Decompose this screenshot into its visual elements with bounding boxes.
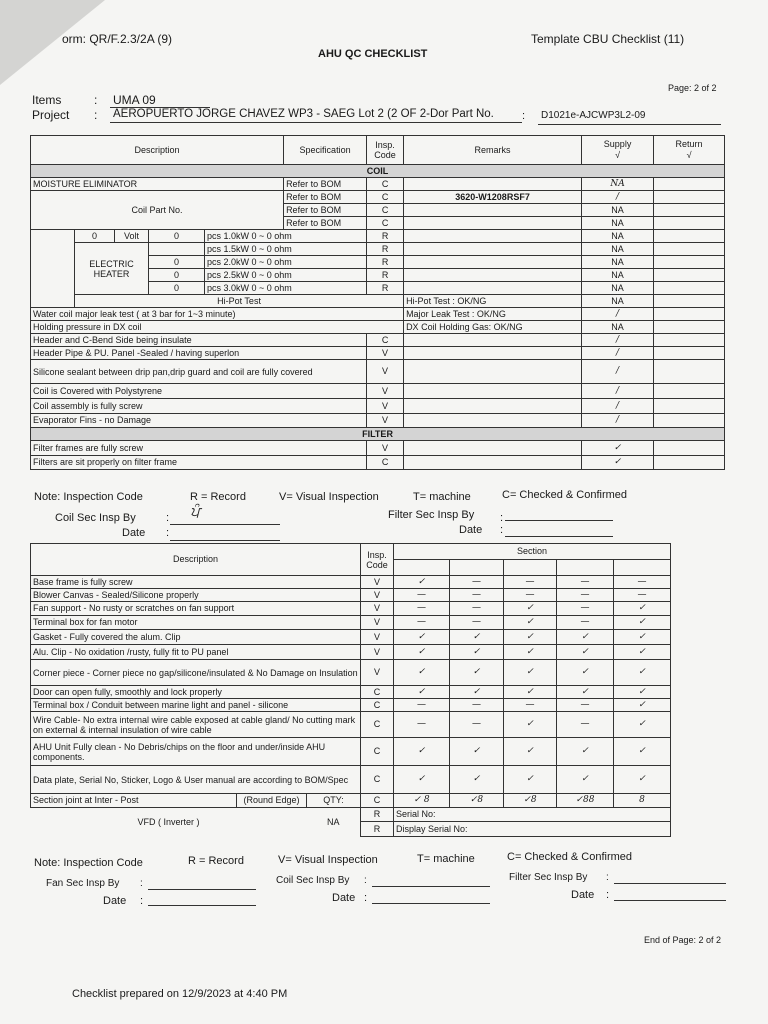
- check-mark: ✓: [614, 686, 671, 699]
- coil-row-code: V: [367, 399, 404, 414]
- heater-supply: NA: [582, 269, 654, 282]
- check-mark: ✓: [557, 645, 614, 660]
- check-mark: ✓: [614, 766, 671, 794]
- check-mark: —: [504, 576, 557, 589]
- heater-b: Volt: [115, 230, 149, 243]
- items-underline: [110, 107, 210, 108]
- filter-sign-line: [505, 520, 613, 521]
- table-row: [31, 456, 725, 470]
- hipot-label: Hi-Pot Test: [75, 295, 404, 308]
- coil-signature: ਪੰ: [190, 503, 200, 521]
- coil-part-spec: Refer to BOM: [284, 191, 367, 204]
- note-inspection-code: Note: Inspection Code: [34, 491, 143, 503]
- table-row: [31, 399, 725, 414]
- vfd-code: R: [361, 822, 394, 837]
- return-label: Return: [675, 139, 703, 149]
- check-mark: ✓: [614, 712, 671, 738]
- coil-row-supply: /: [582, 360, 654, 384]
- check-mark: ✓: [394, 630, 450, 645]
- table-row: [31, 308, 725, 321]
- check-mark: —: [557, 589, 614, 602]
- note2-machine: T= machine: [417, 853, 475, 865]
- check-mark: ✓: [504, 738, 557, 766]
- check-row-code: V: [361, 576, 394, 589]
- filter2-sign-line: [614, 883, 726, 884]
- coil-row-code: V: [367, 384, 404, 399]
- col-return: [654, 136, 725, 165]
- filter-row-code: V: [367, 441, 404, 456]
- table-row: [31, 384, 725, 399]
- fan-date-label: Date: [103, 895, 127, 907]
- items-label: Items: [32, 93, 62, 107]
- check-mark: ✓: [450, 630, 504, 645]
- table-row: [31, 334, 725, 347]
- coil-row-desc: Header Pipe & PU. Panel -Sealed / having superlon: [31, 347, 367, 360]
- check-mark: —: [557, 576, 614, 589]
- check-mark: ✓: [450, 686, 504, 699]
- check-row-code: C: [361, 766, 394, 794]
- check-row-code: C: [361, 712, 394, 738]
- check-mark: —: [394, 602, 450, 616]
- table-row: [31, 738, 725, 766]
- check-mark: —: [394, 712, 450, 738]
- fan-insp-by-label: Fan Sec Insp By: [46, 878, 120, 889]
- table-row: [31, 414, 725, 428]
- coil-part-spec: Refer to BOM: [284, 217, 367, 230]
- coil2-date-label: Date: [332, 892, 356, 904]
- part-colon: :: [522, 110, 526, 122]
- col-insp-code: Insp. Code: [367, 136, 404, 165]
- project-value: AEROPUERTO JORGE CHAVEZ WP3 - SAEG Lot 2 (2 OF 2-Dor Part No.: [113, 108, 494, 120]
- table-row: [31, 191, 725, 204]
- heater-code: R: [367, 230, 404, 243]
- table-row: [31, 360, 725, 384]
- moisture-code: C: [367, 178, 404, 191]
- check-mark: ✓88: [557, 794, 614, 808]
- heater-c: [149, 243, 205, 256]
- filter2-date-label: Date: [571, 889, 595, 901]
- heater-spec: pcs 1.5kW 0 ~ 0 ohm: [205, 243, 367, 256]
- moisture-supply: NA: [582, 178, 654, 191]
- table-row: [31, 243, 725, 256]
- supply-label: Supply: [603, 139, 632, 149]
- coil2-insp-colon: :: [364, 875, 367, 886]
- coil-row-desc: Coil is Covered with Polystyrene: [31, 384, 367, 399]
- filter-section-header: FILTER: [31, 428, 725, 441]
- table-row: [31, 602, 725, 616]
- heater-supply: NA: [582, 282, 654, 295]
- check-mark: ✓: [394, 766, 450, 794]
- items-colon: :: [94, 93, 98, 107]
- filter-row-supply: ✓: [582, 441, 654, 456]
- fan-sign-line: [148, 889, 256, 890]
- check-mark: ✓: [614, 645, 671, 660]
- check-mark: —: [557, 616, 614, 630]
- check-mark: ✓: [394, 576, 450, 589]
- check-mark: ✓: [614, 660, 671, 686]
- table-row: [31, 178, 725, 191]
- table-row: [31, 808, 725, 822]
- section-col-2: [450, 560, 504, 576]
- check-mark: ✓: [557, 660, 614, 686]
- table-row: [31, 589, 725, 602]
- heater-spec: pcs 2.5kW 0 ~ 0 ohm: [205, 269, 367, 282]
- table-row: [31, 660, 725, 686]
- heater-c: 0: [149, 269, 205, 282]
- coil-row-desc: Evaporator Fins - no Damage: [31, 414, 367, 428]
- check-mark: ✓: [504, 630, 557, 645]
- coil-part-spec: Refer to BOM: [284, 204, 367, 217]
- check-mark: —: [450, 616, 504, 630]
- check-mark: ✓: [504, 686, 557, 699]
- heater-c: 0: [149, 282, 205, 295]
- check-mark: —: [394, 589, 450, 602]
- section-joint-edge: (Round Edge): [237, 794, 307, 808]
- heater-spec: pcs 1.0kW 0 ~ 0 ohm: [205, 230, 367, 243]
- coil-row-desc: Silicone sealant between drip pan,drip guard and coil are fully covered: [31, 360, 367, 384]
- vfd-value: NA: [327, 816, 340, 827]
- check-row-desc: Corner piece - Corner piece no gap/silicone/insulated & No Damage on Insulation: [31, 660, 361, 686]
- check-mark: ✓: [614, 616, 671, 630]
- check-mark: —: [614, 589, 671, 602]
- check-row-desc: Base frame is fully screw: [31, 576, 361, 589]
- check-mark: ✓: [394, 660, 450, 686]
- heater-c: 0: [149, 230, 205, 243]
- check-mark: ✓: [394, 686, 450, 699]
- coil-filter-table: [30, 135, 725, 470]
- note2-record: R = Record: [188, 855, 244, 867]
- supply-tick: √: [615, 150, 621, 160]
- vfd-display-serial: Display Serial No:: [394, 822, 671, 837]
- check-mark: ✓: [557, 630, 614, 645]
- filter-row-desc: Filter frames are fully screw: [31, 441, 367, 456]
- table-row: [31, 576, 725, 589]
- coil-row-supply: /: [582, 414, 654, 428]
- page-title: AHU QC CHECKLIST: [318, 48, 428, 60]
- filter-row-desc: Filters are sit properly on filter frame: [31, 456, 367, 470]
- note2-inspection-code: Note: Inspection Code: [34, 857, 143, 869]
- end-of-page: End of Page: 2 of 2: [644, 935, 722, 945]
- coil-row-supply: /: [582, 384, 654, 399]
- check-row-code: V: [361, 602, 394, 616]
- check-row-code: V: [361, 645, 394, 660]
- filter2-insp-by-label: Filter Sec Insp By: [509, 872, 588, 883]
- coil-row-supply: /: [582, 399, 654, 414]
- table-row: [31, 321, 725, 334]
- items-value: UMA 09: [113, 93, 156, 107]
- col2-section: Section: [394, 544, 671, 560]
- form-number: orm: QR/F.2.3/2A (9): [62, 32, 173, 46]
- note-machine: T= machine: [413, 491, 471, 503]
- table-row: [31, 616, 725, 630]
- project-underline: [110, 122, 522, 123]
- check-mark: —: [557, 699, 614, 712]
- coil-part-code: C: [367, 191, 404, 204]
- check-mark: —: [557, 602, 614, 616]
- coil-part-supply: NA: [582, 217, 654, 230]
- check-mark: ✓: [504, 766, 557, 794]
- table-row: [31, 794, 725, 808]
- filter-row-code: C: [367, 456, 404, 470]
- coil-sign-line: [170, 524, 280, 525]
- table-row: [31, 686, 725, 699]
- check-mark: ✓: [504, 645, 557, 660]
- coil-date-label: Date: [122, 527, 146, 539]
- coil-part-code: C: [367, 217, 404, 230]
- heater-spec: pcs 2.0kW 0 ~ 0 ohm: [205, 256, 367, 269]
- note-checked: C= Checked & Confirmed: [502, 489, 628, 501]
- note2-checked: C= Checked & Confirmed: [507, 851, 633, 863]
- check-row-code: C: [361, 738, 394, 766]
- moisture-desc: MOISTURE ELIMINATOR: [31, 178, 284, 191]
- check-row-code: V: [361, 630, 394, 645]
- coil-part-supply: NA: [582, 204, 654, 217]
- check-mark: ✓: [557, 738, 614, 766]
- filter-row-supply: ✓: [582, 456, 654, 470]
- check-mark: 8: [614, 794, 671, 808]
- check-row-desc: AHU Unit Fully clean - No Debris/chips on the floor and under/inside AHU components.: [31, 738, 361, 766]
- note-record: R = Record: [190, 491, 246, 503]
- return-tick: √: [686, 150, 692, 160]
- pressure-desc: Holding pressure in DX coil: [31, 321, 404, 334]
- check-mark: —: [614, 576, 671, 589]
- check-row-desc: Data plate, Serial No, Sticker, Logo & User manual are according to BOM/Spec: [31, 766, 361, 794]
- filter2-insp-colon: :: [606, 872, 609, 883]
- col2-description: Description: [31, 544, 361, 576]
- prepared-on: Checklist prepared on 12/9/2023 at 4:40 PM: [72, 988, 288, 1000]
- check-mark: ✓: [614, 602, 671, 616]
- table-row: [31, 347, 725, 360]
- table-row: [31, 230, 725, 243]
- heater-supply: NA: [582, 256, 654, 269]
- check-mark: ✓: [504, 660, 557, 686]
- leak-supply: /: [582, 308, 654, 321]
- section-col-4: [557, 560, 614, 576]
- coil-row-code: V: [367, 414, 404, 428]
- coil2-date-line: [372, 903, 490, 904]
- project-label: Project: [32, 108, 70, 122]
- coil-section-header: COIL: [31, 165, 725, 178]
- filter2-date-colon: :: [606, 889, 610, 901]
- section-checklist-table: [30, 543, 725, 837]
- col2-insp-code: Insp. Code: [361, 544, 394, 576]
- check-mark: ✓8: [450, 794, 504, 808]
- heater-c: 0: [149, 256, 205, 269]
- check-row-desc: Terminal box / Conduit between marine light and panel - silicone: [31, 699, 361, 712]
- table-row: [31, 441, 725, 456]
- table-row: [31, 766, 725, 794]
- section-joint-code: C: [361, 794, 394, 808]
- col-specification: Specification: [284, 136, 367, 165]
- filter-date-line: [505, 536, 613, 537]
- check-mark: —: [394, 616, 450, 630]
- check-mark: ✓: [557, 686, 614, 699]
- section-col-5: [614, 560, 671, 576]
- check-row-code: C: [361, 686, 394, 699]
- moisture-spec: Refer to BOM: [284, 178, 367, 191]
- check-mark: —: [450, 699, 504, 712]
- fan-date-line: [148, 905, 256, 906]
- coil-part-supply: /: [582, 191, 654, 204]
- note2-visual: V= Visual Inspection: [278, 854, 378, 866]
- check-mark: ✓: [450, 660, 504, 686]
- check-mark: ✓: [614, 738, 671, 766]
- part-underline: [538, 124, 721, 125]
- hipot-remark: Hi-Pot Test : OK/NG: [404, 295, 582, 308]
- coil-part-code: C: [367, 204, 404, 217]
- leak-desc: Water coil major leak test ( at 3 bar for 1~3 minute): [31, 308, 404, 321]
- section-col-3: [504, 560, 557, 576]
- table-row: [31, 630, 725, 645]
- col-supply: [582, 136, 654, 165]
- coil-date-line: [170, 540, 280, 541]
- pressure-supply: NA: [582, 321, 654, 334]
- col-description: Description: [31, 136, 284, 165]
- heater-a: 0: [75, 230, 115, 243]
- heater-supply: NA: [582, 243, 654, 256]
- section-col-1: [394, 560, 450, 576]
- coil-row-code: C: [367, 334, 404, 347]
- check-mark: ✓: [504, 602, 557, 616]
- coil-row-code: V: [367, 347, 404, 360]
- check-mark: ✓8: [504, 794, 557, 808]
- coil-part-number: 3620-W1208RSF7: [404, 191, 582, 204]
- coil-row-code: V: [367, 360, 404, 384]
- check-row-code: V: [361, 589, 394, 602]
- coil-row-desc: Coil assembly is fully screw: [31, 399, 367, 414]
- template-label: Template CBU Checklist (11): [531, 32, 685, 46]
- check-mark: —: [450, 712, 504, 738]
- heater-code: R: [367, 269, 404, 282]
- check-mark: —: [394, 699, 450, 712]
- check-mark: ✓: [394, 738, 450, 766]
- check-row-desc: Blower Canvas - Sealed/Silicone properly: [31, 589, 361, 602]
- vfd-code: R: [361, 808, 394, 822]
- check-mark: ✓: [504, 712, 557, 738]
- check-row-desc: Terminal box for fan motor: [31, 616, 361, 630]
- heater-spec: pcs 3.0kW 0 ~ 0 ohm: [205, 282, 367, 295]
- part-number: D1021e-AJCWP3L2-09: [541, 110, 646, 121]
- coil-row-desc: Header and C-Bend Side being insulate: [31, 334, 367, 347]
- heater-code: R: [367, 282, 404, 295]
- leak-remark: Major Leak Test : OK/NG: [404, 308, 582, 321]
- check-mark: ✓: [557, 766, 614, 794]
- table-row: [31, 645, 725, 660]
- check-row-code: C: [361, 699, 394, 712]
- table-row: [31, 699, 725, 712]
- check-mark: —: [504, 699, 557, 712]
- filter-insp-by-label: Filter Sec Insp By: [388, 509, 475, 521]
- check-mark: ✓: [614, 699, 671, 712]
- check-row-code: V: [361, 616, 394, 630]
- check-mark: ✓: [450, 766, 504, 794]
- check-mark: —: [450, 602, 504, 616]
- check-mark: —: [450, 576, 504, 589]
- col-remarks: Remarks: [404, 136, 582, 165]
- check-row-code: V: [361, 660, 394, 686]
- filter-date-label: Date: [459, 524, 483, 536]
- check-mark: —: [557, 712, 614, 738]
- page-number: Page: 2 of 2: [668, 83, 717, 93]
- hipot-supply: NA: [582, 295, 654, 308]
- check-row-desc: Gasket - Fully covered the alum. Clip: [31, 630, 361, 645]
- coil-part-label: Coil Part No.: [31, 191, 284, 230]
- check-row-desc: Wire Cable- No extra internal wire cable exposed at cable gland/ No cutting mark on external & internal insulation of wire cable: [31, 712, 361, 738]
- check-row-desc: Alu. Clip - No oxidation /rusty, fully fit to PU panel: [31, 645, 361, 660]
- fan-insp-colon: :: [140, 878, 143, 889]
- vfd-serial: Serial No:: [394, 808, 671, 822]
- filter-date-colon: :: [500, 524, 504, 536]
- note-visual: V= Visual Inspection: [279, 491, 379, 503]
- check-mark: —: [504, 589, 557, 602]
- heater-code: R: [367, 243, 404, 256]
- vfd-label: VFD ( Inverter ): [137, 816, 200, 827]
- coil-insp-colon: :: [166, 512, 170, 524]
- coil-insp-by-label: Coil Sec Insp By: [55, 512, 136, 524]
- section-joint-qty: QTY:: [307, 794, 361, 808]
- electric-heater-label: ELECTRIC HEATER: [75, 243, 149, 295]
- check-mark: ✓: [504, 616, 557, 630]
- check-mark: ✓: [614, 630, 671, 645]
- table-row: [31, 712, 725, 738]
- heater-supply: NA: [582, 230, 654, 243]
- check-mark: —: [450, 589, 504, 602]
- filter2-date-line: [614, 900, 726, 901]
- filter-insp-colon: :: [500, 512, 504, 524]
- table1-header-row: [31, 136, 725, 165]
- check-mark: ✓: [450, 738, 504, 766]
- coil2-insp-by-label: Coil Sec Insp By: [276, 875, 350, 886]
- section-joint-desc: Section joint at Inter - Post: [31, 794, 237, 808]
- coil-row-supply: /: [582, 347, 654, 360]
- pressure-remark: DX Coil Holding Gas: OK/NG: [404, 321, 582, 334]
- project-colon: :: [94, 108, 98, 122]
- check-mark: ✓: [394, 645, 450, 660]
- coil-row-supply: /: [582, 334, 654, 347]
- check-row-desc: Door can open fully, smoothly and lock properly: [31, 686, 361, 699]
- fan-date-colon: :: [140, 895, 144, 907]
- check-mark: ✓: [450, 645, 504, 660]
- heater-code: R: [367, 256, 404, 269]
- table-row: [31, 295, 725, 308]
- table2-header-row: [31, 544, 725, 560]
- check-row-desc: Fan support - No rusty or scratches on fan support: [31, 602, 361, 616]
- coil2-sign-line: [372, 886, 490, 887]
- coil-date-colon: :: [166, 527, 170, 539]
- coil2-date-colon: :: [364, 892, 368, 904]
- check-mark: ✓ 8: [394, 794, 450, 808]
